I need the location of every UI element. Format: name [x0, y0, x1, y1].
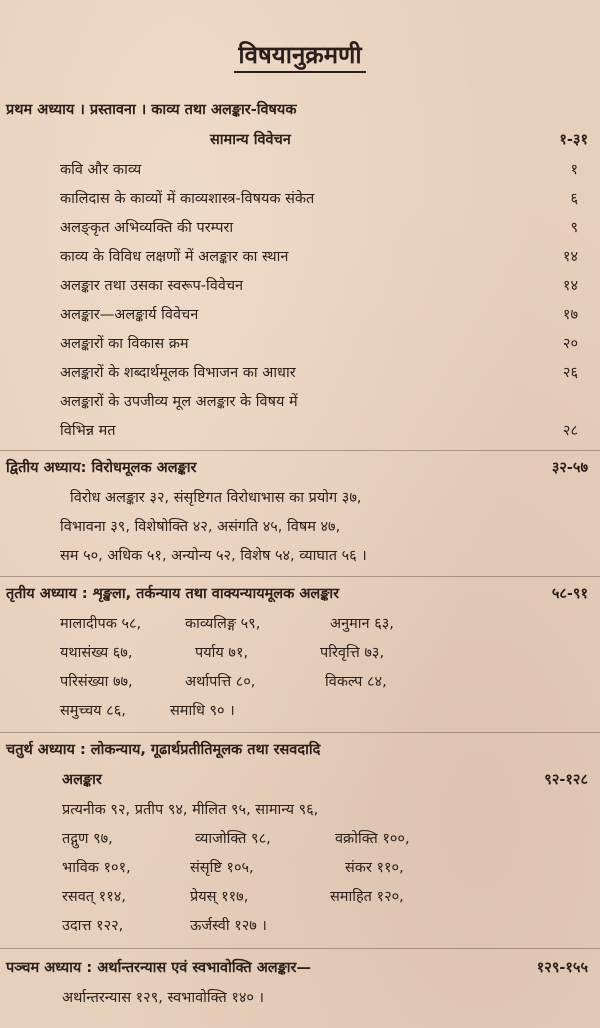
list-item: प्रेयस् ११७, — [190, 889, 249, 905]
list-item: संसृष्टि १०५, — [190, 860, 254, 876]
toc-entry: अलङ्कारों के शब्दार्थमूलक विभाजन का आधार — [60, 365, 296, 381]
divider — [0, 450, 600, 451]
chapter-5-heading: पञ्चम अध्याय : अर्थान्तरन्यास एवं स्वभावोक्ति अलङ्कार— — [6, 960, 311, 976]
chapter-5-range: १२९-१५५ — [536, 960, 588, 976]
chapter-4-range: ९२-१२८ — [544, 772, 588, 788]
list-item: वक्रोक्ति १००, — [335, 831, 410, 847]
list-item: परिसंख्या ७७, — [60, 674, 133, 690]
chapter-5-line: अर्थान्तरन्यास १२९, स्वभावोक्ति १४० । — [62, 990, 265, 1006]
list-item: परिवृत्ति ७३, — [320, 645, 385, 661]
divider — [0, 732, 600, 733]
toc-page: २० — [562, 336, 578, 352]
list-item: तद्गुण ९७, — [62, 831, 113, 847]
list-item: समुच्चय ८६, — [60, 703, 126, 719]
list-item: काव्यलिङ्ग ५९, — [185, 616, 261, 632]
list-item: यथासंख्य ६७, — [60, 645, 133, 661]
toc-page: १४ — [562, 249, 578, 265]
toc-page: २८ — [562, 423, 578, 439]
toc-page: ६ — [570, 191, 578, 207]
toc-page: १ — [570, 162, 578, 178]
divider — [0, 576, 600, 577]
list-item: रसवत् ११४, — [62, 889, 126, 905]
list-item: भाविक १०१, — [62, 860, 131, 876]
toc-entry: कालिदास के काव्यों में काव्यशास्त्र-विषयक संकेत — [60, 191, 315, 207]
list-item: अनुमान ६३, — [330, 616, 394, 632]
toc-entry: काव्य के विविध लक्षणों में अलङ्कार का स्थान — [60, 249, 289, 265]
list-item: समाहित १२०, — [330, 889, 404, 905]
chapter-2-line: विभावना ३९, विशेषोक्ति ४२, असंगति ४५, विषम ४७, — [60, 519, 341, 535]
list-item: संकर ११०, — [345, 860, 404, 876]
toc-page: १७ — [562, 307, 578, 323]
chapter-2-line: सम ५०, अधिक ५१, अन्योन्य ५२, विशेष ५४, व्याघात ५६ । — [60, 548, 367, 564]
toc-entry: अलङ्कारों के उपजीव्य मूल अलङ्कार के विषय में — [60, 394, 298, 410]
toc-page: ९ — [570, 220, 578, 236]
list-item: समाधि ९० । — [170, 703, 235, 719]
chapter-3-range: ५८-९१ — [551, 586, 588, 602]
chapter-4-heading-cont: अलङ्कार — [62, 772, 102, 788]
list-item: अर्थापत्ति ८०, — [185, 674, 256, 690]
page-title: विषयानुक्रमणी — [0, 38, 600, 71]
list-item: पर्याय ७१, — [195, 645, 249, 661]
toc-page: १४ — [562, 278, 578, 294]
toc-page: २६ — [562, 365, 578, 381]
toc-entry: अलङ्कृत अभिव्यक्ति की परम्परा — [60, 220, 234, 236]
list-item: विकल्प ८४, — [325, 674, 387, 690]
chapter-2-heading: द्वितीय अध्याय: विरोधमूलक अलङ्कार — [6, 460, 197, 476]
list-item: मालादीपक ५८, — [60, 616, 142, 632]
toc-entry: विभिन्न मत — [60, 423, 116, 439]
chapter-4-line: प्रत्यनीक ९२, प्रतीप ९४, मीलित ९५, सामान्य ९६, — [62, 802, 319, 818]
list-item: ऊर्जस्वी १२७ । — [190, 918, 267, 934]
chapter-2-line: विरोध अलङ्कार ३२, संसृष्टिगत विरोधाभास का प्रयोग ३७, — [70, 490, 362, 506]
divider — [0, 948, 600, 949]
toc-entry: अलङ्कारों का विकास क्रम — [60, 336, 189, 352]
chapter-1-heading-cont: सामान्य विवेचन — [210, 132, 291, 148]
toc-entry: कवि और काव्य — [60, 162, 142, 178]
chapter-2-range: ३२-५७ — [551, 460, 588, 476]
chapter-1-range: १-३१ — [559, 132, 588, 148]
chapter-4-heading: चतुर्थ अध्याय : लोकन्याय, गूढार्थप्रतीतिमूलक तथा रसवदादि — [6, 742, 321, 758]
list-item: उदात्त १२२, — [62, 918, 124, 934]
list-item: व्याजोक्ति ९८, — [195, 831, 271, 847]
toc-entry: अलङ्कार—अलङ्कार्य विवेचन — [60, 307, 199, 323]
chapter-1-heading: प्रथम अध्याय । प्रस्तावना । काव्य तथा अलङ्कार-विषयक — [6, 102, 297, 118]
chapter-3-heading: तृतीय अध्याय : शृङ्खला, तर्कन्याय तथा वाक्यन्यायमूलक अलङ्कार — [6, 586, 340, 602]
toc-entry: अलङ्कार तथा उसका स्वरूप-विवेचन — [60, 278, 244, 294]
